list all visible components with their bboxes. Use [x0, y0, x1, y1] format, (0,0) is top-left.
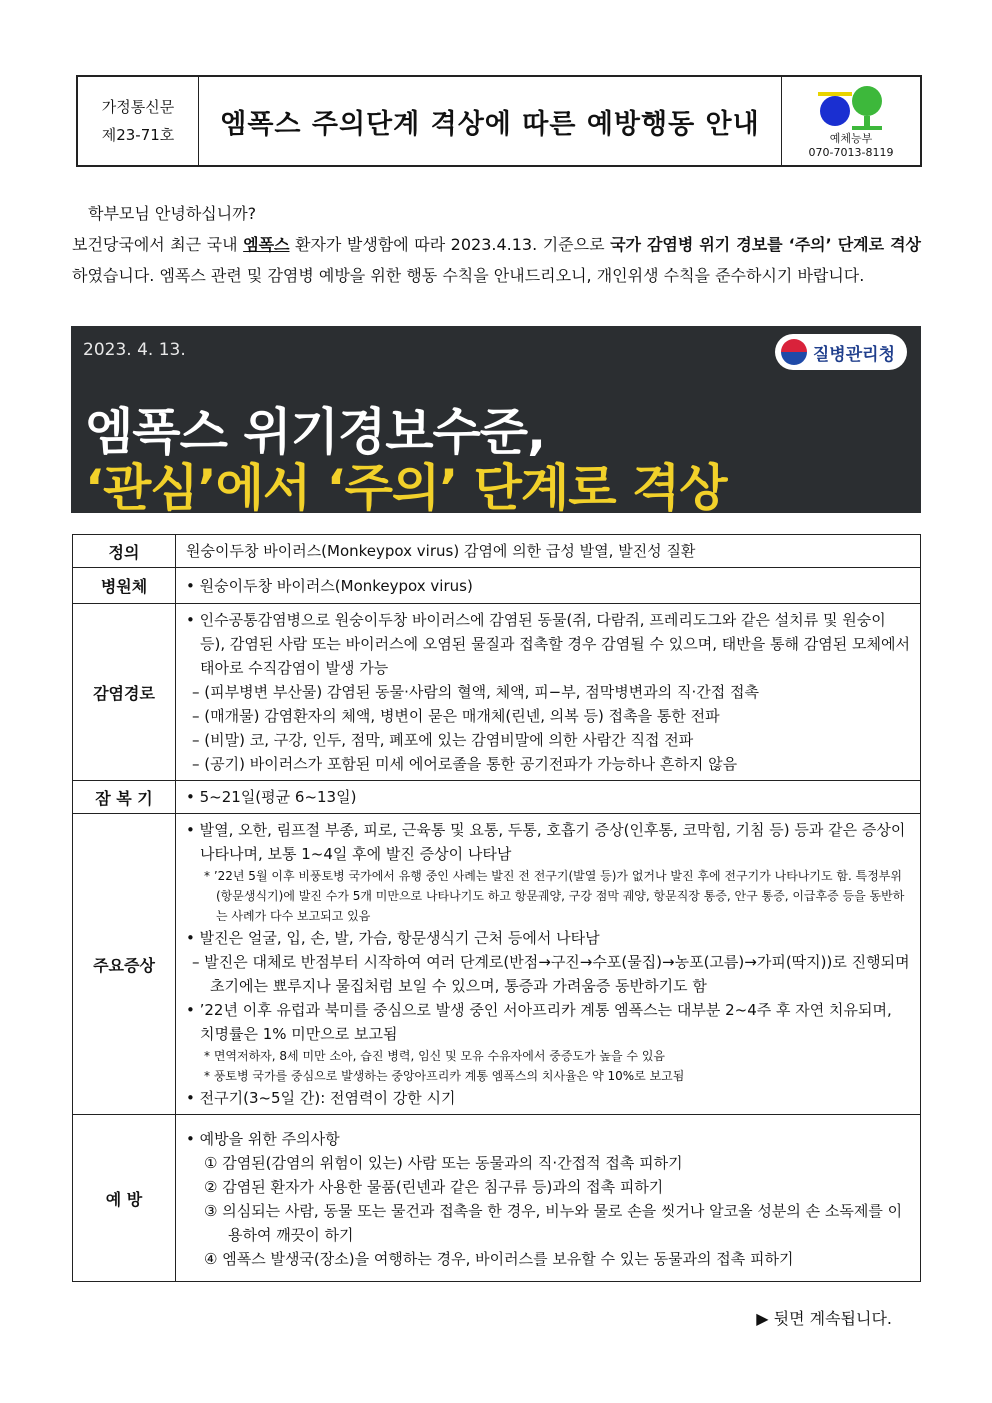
route-line: – (비말) 코, 구강, 인두, 점막, 폐포에 있는 감염비말에 의한 사람간 직접 전파: [192, 731, 694, 749]
department-cell: [781, 77, 920, 165]
definition-text: 원숭이두창 바이러스(Monkeypox virus) 감염에 의한 급성 발열, 발진성 질환: [176, 535, 921, 568]
letter-number-cell: [78, 77, 199, 165]
route-cell: [176, 604, 921, 781]
table-row: [73, 1115, 921, 1282]
route-line: – (매개물) 감염환자의 체액, 병변이 묻은 매개체(린넨, 의복 등) 접촉을 통한 전파: [192, 707, 720, 725]
route-line: – (공기) 바이러스가 포함된 미세 에어로졸을 통한 공기전파가 가능하나 흔하지 않음: [192, 755, 738, 773]
row-label-prevention: 예 방: [73, 1115, 176, 1282]
agency-name: 질병관리청: [812, 344, 895, 365]
intro-text-alert: 국가 감염병 위기 경보를 ‘주의’ 단계로 격상: [610, 235, 921, 254]
symptom-item: • ’22년 이후 유럽과 북미를 중심으로 발생 중인 서아프리카 계통 엠폭스는 대부분 2~4주 후 자연 치유되며, 치명률은 1% 미만으로 보고됨: [186, 1001, 892, 1043]
table-row: [73, 568, 921, 604]
prevention-item: ④ 엠폭스 발생국(장소)을 여행하는 경우, 바이러스를 보유할 수 있는 동물과의 접촉 피하기: [204, 1250, 794, 1268]
intro-text-mpox: 엠폭스: [243, 235, 290, 254]
table-row: [73, 604, 921, 781]
greeting: 학부모님 안녕하십니까?: [88, 204, 257, 223]
pathogen-text: • 원숭이두창 바이러스(Monkeypox virus): [176, 568, 921, 604]
route-line: • 인수공통감염병으로 원숭이두창 바이러스에 감염된 동물(쥐, 다람쥐, 프레리도그와 같은 설치류 및 원숭이 등), 감염된 사람 또는 바이러스에 오염된 물질과 접촉할 경우 감염될 수 있으며, 태반을 통해 감염된 모체에서 태아로 수직감염이 발생 가능: [186, 611, 910, 677]
taegeuk-emblem-icon: [781, 339, 807, 365]
row-label-definition: 정의: [73, 535, 176, 568]
row-label-symptoms: 주요증상: [73, 814, 176, 1115]
symptom-note: * 풍토병 국가를 중심으로 발생하는 중앙아프리카 계통 엠폭스의 치사율은 약 10%로 보고됨: [204, 1069, 685, 1083]
banner-title-2: ‘관심’에서 ‘주의’ 단계로 격상: [85, 459, 727, 513]
route-line: – (피부병변 부산물) 감염된 동물·사람의 혈액, 체액, 피−부, 점막병변과의 직·간접 접촉: [192, 683, 759, 701]
letter-header: [76, 75, 922, 167]
prevention-item: ① 감염된(감염의 위험이 있는) 사람 또는 동물과의 직·간접적 접촉 피하기: [204, 1154, 683, 1172]
table-row: [73, 535, 921, 568]
prevention-heading: • 예방을 위한 주의사항: [186, 1130, 340, 1148]
kdca-banner: [71, 326, 921, 513]
intro-text-a: 보건당국에서 최근 국내: [72, 235, 244, 254]
intro-section: [72, 198, 921, 291]
banner-date: 2023. 4. 13.: [83, 340, 186, 360]
banner-title-1: 엠폭스 위기경보수준,: [85, 403, 546, 461]
prevention-item: ② 감염된 환자가 사용한 물품(린넨과 같은 침구류 등)과의 접촉 피하기: [204, 1178, 664, 1196]
symptom-item: • 발열, 오한, 림프절 부종, 피로, 근육통 및 요통, 두통, 호흡기 증상(인후통, 코막힘, 기침 등) 등과 같은 증상이 나타나며, 보통 1~4일 후에 발진 증상이 나타남: [186, 821, 906, 863]
intro-text-c: 환자가 발생함에 따라 2023.4.13. 기준으로: [289, 235, 611, 254]
intro-text-e: 하였습니다. 엠폭스 관련 및 감염병 예방을 위한 행동 수칙을 안내드리오니, 개인위생 수칙을 준수하시기 바랍니다.: [72, 266, 865, 285]
department-phone: 070-7013-8119: [808, 146, 894, 159]
symptom-item: • 발진은 얼굴, 입, 손, 발, 가슴, 항문생식기 근처 등에서 나타남: [186, 929, 600, 947]
symptom-item: • 전구기(3~5일 간): 전염력이 강한 시기: [186, 1089, 456, 1107]
letter-type: 가정통신문: [101, 98, 175, 116]
letter-number: 제23-71호: [101, 126, 175, 144]
symptoms-cell: [176, 814, 921, 1115]
intro-paragraph: [72, 229, 921, 291]
symptom-note: * ’22년 5월 이후 비풍토병 국가에서 유행 중인 사례는 발진 전 전구기(발열 등)가 없거나 발진 후에 전구기가 나타나기도 함. 특정부위(항문생식기)에 발진 수가 5개 미만으로 나타나기도 하고 항문궤양, 구강 점막 궤양, 항문직장 통증, 안구 통증, 이급후증 등을 동반하는 사례가 다수 보고되고 있음: [204, 869, 905, 923]
letter-title: 엠폭스 주의단계 격상에 따른 예방행동 안내: [220, 108, 760, 140]
incubation-text: • 5~21일(평균 6~13일): [176, 781, 921, 814]
table-row: [73, 781, 921, 814]
agency-badge: [775, 334, 907, 370]
prevention-item: ③ 의심되는 사람, 동물 또는 물건과 접촉을 한 경우, 비누와 물로 손을 씻거나 알코올 성분의 손 소독제를 이용하여 깨끗이 하기: [204, 1202, 903, 1244]
school-logo-icon: [816, 82, 886, 132]
row-label-pathogen: 병원체: [73, 568, 176, 604]
continue-note: ▶ 뒷면 계속됩니다.: [756, 1309, 892, 1328]
symptom-subitem: – 발진은 대체로 반점부터 시작하여 여러 단계로(반점→구진→수포(물집)→농포(고름)→가피(딱지))로 진행되며 초기에는 뾰루지나 물집처럼 보일 수 있으며, 통증과 가려움증 동반하기도 함: [192, 953, 910, 995]
table-row: [73, 814, 921, 1115]
symptom-note: * 면역저하자, 8세 미만 소아, 습진 병력, 임신 및 모유 수유자에서 중증도가 높을 수 있음: [204, 1049, 666, 1063]
department-name: 예체능부: [829, 132, 873, 145]
prevention-cell: [176, 1115, 921, 1282]
row-label-incubation: 잠 복 기: [73, 781, 176, 814]
mpox-info-table: [72, 534, 921, 1282]
row-label-route: 감염경로: [73, 604, 176, 781]
